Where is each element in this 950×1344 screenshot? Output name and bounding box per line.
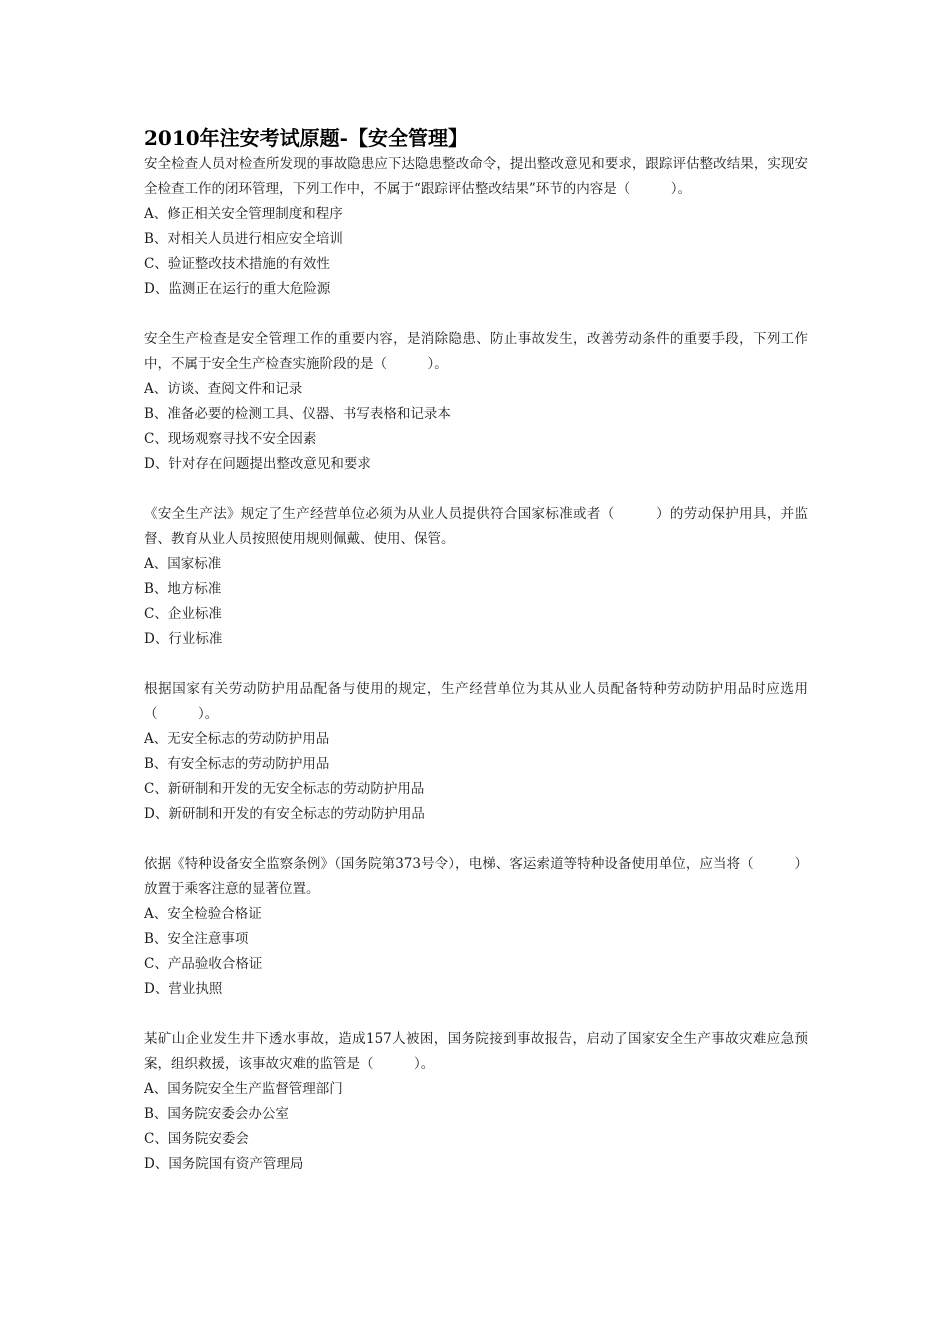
question-stem: 根据国家有关劳动防护用品配备与使用的规定，生产经营单位为其从业人员配备特种劳动防护用品时应选用（ ）。 [144,681,808,722]
question-3 [144,502,808,652]
option-c: C、国务院安委会 [144,1131,249,1147]
question-4 [144,677,808,827]
option-b: B、有安全标志的劳动防护用品 [144,756,330,772]
question-stem: 安全检查人员对检查所发现的事故隐患应下达隐患整改命令，提出整改意见和要求，跟踪评估整改结果，实现安全检查工作的闭环管理，下列工作中，不属于“跟踪评估整改结果”环节的内容是（ ）。 [144,156,808,197]
question-6 [144,1027,808,1177]
option-b: B、安全注意事项 [144,931,249,947]
option-d: D、针对存在问题提出整改意见和要求 [144,456,371,472]
document-title: 2010年注安考试原题-【安全管理】 [144,126,468,150]
question-stem: 安全生产检查是安全管理工作的重要内容，是消除隐患、防止事故发生，改善劳动条件的重要手段，下列工作中，不属于安全生产检查实施阶段的是（ ）。 [144,331,808,372]
document-page [144,124,808,1202]
option-d: D、监测正在运行的重大危险源 [144,281,331,297]
option-b: B、对相关人员进行相应安全培训 [144,231,343,247]
option-c: C、企业标准 [144,606,222,622]
option-a: A、国务院安全生产监督管理部门 [144,1081,343,1097]
option-c: C、产品验收合格证 [144,956,263,972]
option-list [144,202,808,302]
option-a: A、修正相关安全管理制度和程序 [144,206,343,222]
option-c: C、验证整改技术措施的有效性 [144,256,330,272]
option-list [144,377,808,477]
option-b: B、地方标准 [144,581,222,597]
option-d: D、新研制和开发的有安全标志的劳动防护用品 [144,806,425,822]
option-list [144,902,808,1002]
option-b: B、国务院安委会办公室 [144,1106,289,1122]
question-stem: 依据《特种设备安全监察条例》（国务院第373号令），电梯、客运索道等特种设备使用单位，应当将（ ）放置于乘客注意的显著位置。 [144,856,808,897]
option-list [144,727,808,827]
question-2 [144,327,808,477]
option-b: B、准备必要的检测工具、仪器、书写表格和记录本 [144,406,451,422]
option-list [144,1077,808,1177]
option-a: A、安全检验合格证 [144,906,262,922]
question-stem: 某矿山企业发生井下透水事故，造成157人被困，国务院接到事故报告，启动了国家安全生产事故灾难应急预案，组织救援，该事故灾难的监管是（ ）。 [144,1031,808,1072]
option-d: D、行业标准 [144,631,223,647]
option-list [144,552,808,652]
option-a: A、无安全标志的劳动防护用品 [144,731,330,747]
question-1 [144,152,808,302]
question-5 [144,852,808,1002]
question-stem: 《安全生产法》规定了生产经营单位必须为从业人员提供符合国家标准或者（ ）的劳动保护用具，并监督、教育从业人员按照使用规则佩戴、使用、保管。 [144,506,808,547]
option-c: C、现场观察寻找不安全因素 [144,431,317,447]
option-a: A、国家标准 [144,556,222,572]
option-d: D、国务院国有资产管理局 [144,1156,304,1172]
option-c: C、新研制和开发的无安全标志的劳动防护用品 [144,781,425,797]
option-a: A、访谈、查阅文件和记录 [144,381,303,397]
option-d: D、营业执照 [144,981,223,997]
